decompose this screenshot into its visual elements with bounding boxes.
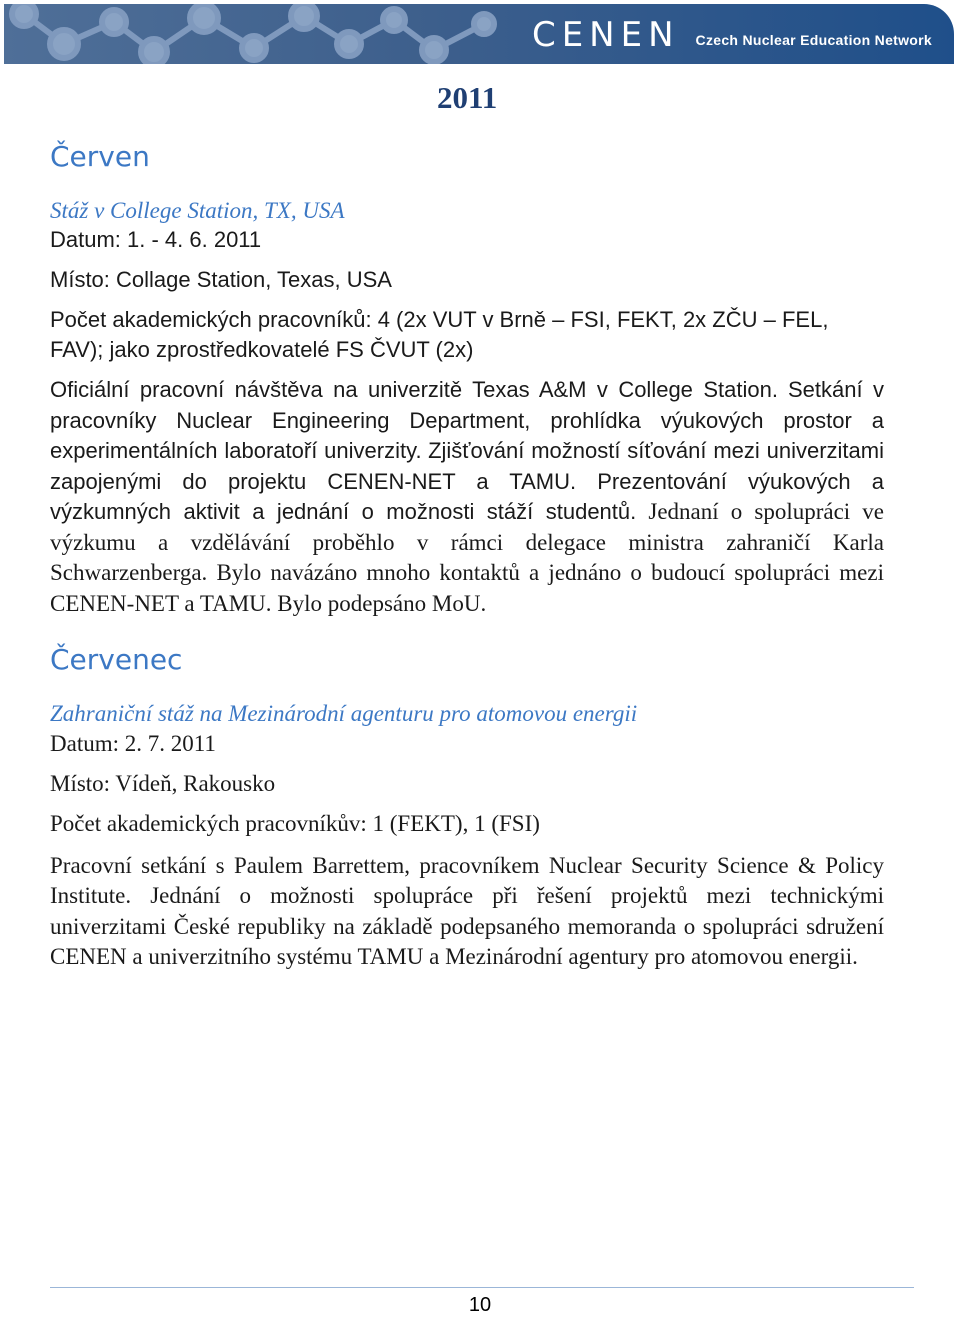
footer-divider: [50, 1287, 914, 1288]
molecule-pattern-icon: [4, 4, 564, 64]
event-title: Stáž v College Station, TX, USA: [50, 197, 345, 223]
event-date: Datum: 1. - 4. 6. 2011: [50, 227, 262, 253]
description-part-a: Oficiální pracovní návštěva na univerzitě Texas A&M v College Station.: [50, 377, 778, 403]
logo-wordmark: CENEN: [531, 15, 680, 55]
description-part-a: Pracovní setkání s Paulem Barrettem, pracovníkem Nuclear Security Science & Policy Institute.: [50, 852, 884, 909]
description-part-b: Setkání v pracovníky Nuclear Engineering Department, prohlídka výukových prostor a experimentálních laboratoří univerzity.: [50, 377, 884, 464]
page-content: [50, 140, 884, 973]
event-description: [50, 851, 884, 973]
event-title: Zahraniční stáž na Mezinárodní agenturu pro atomovou energii: [50, 701, 638, 727]
event-place: Místo: Vídeň, Rakousko: [50, 770, 276, 796]
header-banner: [4, 4, 954, 64]
page-number: 10: [468, 1294, 492, 1316]
event-staff: Počet akademických pracovníků: 4 (2x VUT v Brně – FSI, FEKT, 2x ZČU – FEL, FAV); jako zprostředkovatelé FS ČVUT (2x): [50, 307, 829, 363]
description-part-c: Zjišťování možností síťování mezi univerzitami zapojenými do projektu CENEN-NET a TAMU. Prezentování výukových a výzkumných aktivit a jednání o možnosti stáží studentů.: [50, 438, 884, 525]
logo-subtitle: Czech Nuclear Education Network: [695, 32, 932, 48]
section-july: [50, 643, 884, 972]
year-heading: 2011: [437, 80, 498, 115]
description-part-d: Jednaní o spolupráci ve výzkumu a vzdělávání proběhlo v rámci delegace ministra zahraničí Karla Schwarzenberga. Bylo navázáno mnoho kontaktů a jednáno o budoucí spolupráci mezi CENEN-NET a TAMU. Bylo podepsáno MoU.: [50, 499, 885, 616]
section-june: [50, 140, 884, 619]
description-part-b: Jednání o možnosti spolupráce při řešení projektů mezi technickými univerzitami České republiky na základě podepsaného memoranda o spolupráci sdružení CENEN a univerzitního systému TAMU a Mezinárodní agentury pro atomovou energii.: [50, 883, 884, 970]
cenen-logo: [531, 15, 932, 55]
month-heading: Červenec: [50, 643, 183, 677]
event-date: Datum: 2. 7. 2011: [50, 730, 216, 756]
event-staff: Počet akademických pracovníkův: 1 (FEKT), 1 (FSI): [50, 810, 540, 836]
event-description: [50, 375, 884, 619]
month-heading: Červen: [50, 140, 150, 173]
event-place: Místo: Collage Station, Texas, USA: [50, 267, 392, 293]
